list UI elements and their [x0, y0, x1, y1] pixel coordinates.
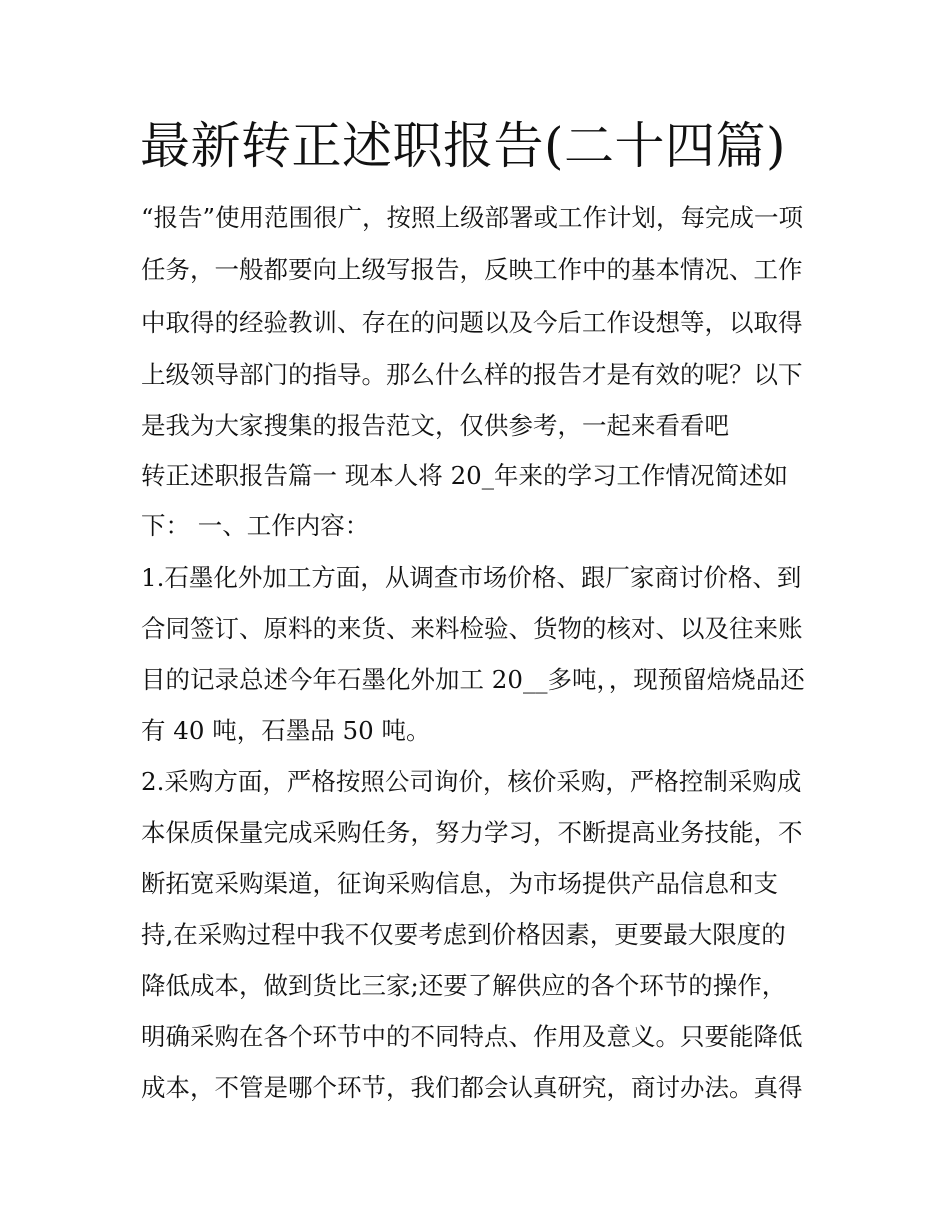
page-title: 最新转正述职报告(二十四篇) [140, 117, 787, 175]
paragraph-line: 断拓宽采购渠道，征询采购信息，为市场提供产品信息和支 [141, 869, 778, 898]
paragraph-line: 2.采购方面，严格按照公司询价，核价采购，严格控制采购成 [141, 767, 802, 796]
paragraph-line: 有 40 吨，石墨品 50 吨。 [141, 716, 431, 745]
paragraph-line: 降低成本，做到货比三家;还要了解供应的各个环节的操作， [141, 971, 787, 1000]
paragraph-line: 成本，不管是哪个环节，我们都会认真研究，商讨办法。真得 [141, 1073, 803, 1102]
paragraph-line: 任务，一般都要向上级写报告，反映工作中的基本情况、工作 [141, 255, 803, 284]
paragraph-line: 明确采购在各个环节中的不同特点、作用及意义。只要能降低 [141, 1022, 803, 1051]
paragraph-line: 本保质保量完成采购任务，努力学习，不断提高业务技能，不 [141, 818, 803, 847]
paragraph-line: 中取得的经验教训、存在的问题以及今后工作设想等，以取得 [141, 308, 803, 337]
paragraph-line: 下： 一、工作内容： [141, 511, 370, 540]
paragraph-line: 1.石墨化外加工方面，从调查市场价格、跟厂家商讨价格、到 [141, 563, 802, 592]
paragraph-line: 上级领导部门的指导。那么什么样的报告才是有效的呢？以下 [141, 360, 803, 389]
paragraph-line: 合同签订、原料的来货、来料检验、货物的核对、以及往来账 [141, 614, 803, 643]
paragraph-line: 目的记录总述今年石墨化外加工 20__多吨，，现预留焙烧品还 [141, 665, 805, 694]
paragraph-line: “报告”使用范围很广，按照上级部署或工作计划，每完成一项 [141, 203, 804, 232]
paragraph-line: 转正述职报告篇一 现本人将 20_年来的学习工作情况简述如 [141, 461, 788, 490]
paragraph-line: 持,在采购过程中我不仅要考虑到价格因素，更要最大限度的 [141, 920, 786, 949]
paragraph-line: 是我为大家搜集的报告范文，仅供参考，一起来看看吧 [141, 411, 729, 440]
